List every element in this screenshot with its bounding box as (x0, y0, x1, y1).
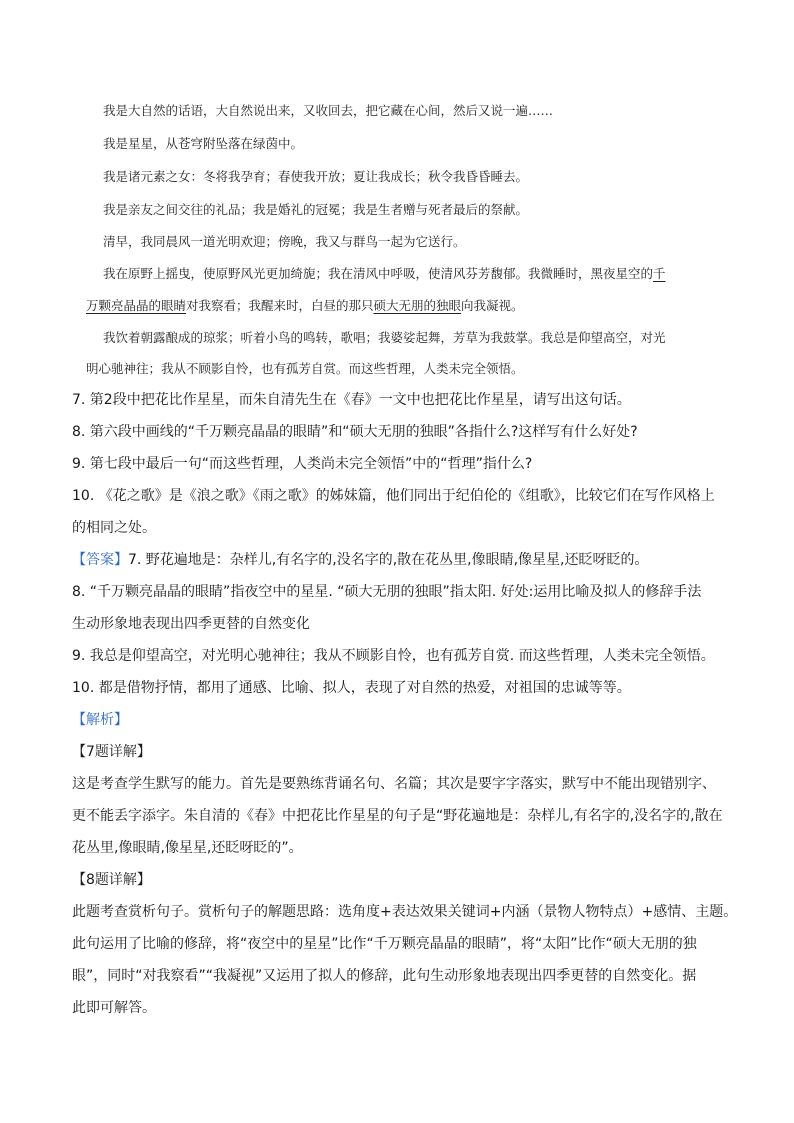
answer-9: 9. 我总是仰望高空，对光明心驰神往；我从不顾影自怜，也有孤芳自赏. 而这些哲理，人类未完全领悟。 (72, 648, 715, 664)
analysis-7-line-3: 花丛里,像眼睛,像星星,还眨呀眨的”。 (72, 840, 303, 856)
answer-8-line-2: 生动形象地表现出四季更替的自然变化 (72, 616, 310, 632)
poem-line-4: 我是亲友之间交往的礼品；我是婚礼的冠冕；我是生者赠与死者最后的祭献。 (103, 202, 529, 217)
poem-line-6b-end: 向我凝视。 (461, 298, 524, 313)
poem-line-5: 清早，我同晨风一道光明欢迎；傍晚，我又与群鸟一起为它送行。 (103, 234, 466, 249)
answer-label: 【答案】 (72, 552, 128, 568)
analysis-7-line-2: 更不能丢字添字。朱自清的《春》中把花比作星星的句子是“野花遍地是：杂样儿,有名字的,没名字的,散在 (72, 808, 723, 824)
underlined-phrase-eyes: 万颗亮晶晶的眼睛 (86, 298, 187, 313)
answer-10: 10. 都是借物抒情，都用了通感、比喻、拟人，表现了对自然的热爱，对祖国的忠诚等等。 (72, 680, 631, 696)
analysis-8-line-3: 眼”，同时“对我察看”“我凝视”又运用了拟人的修辞，此句生动形象地表现出四季更替的自然变化。据 (72, 968, 697, 984)
poem-line-6b (86, 296, 524, 314)
poem-line-6a (103, 264, 666, 282)
analysis-8-line-2: 此句运用了比喻的修辞，将“夜空中的星星”比作“千万颗亮晶晶的眼睛”，将“太阳”比作“硕大无朋的独 (72, 936, 697, 952)
poem-line-1: 我是大自然的话语，大自然说出来，又收回去，把它藏在心间，然后又说一遍…… (103, 103, 554, 118)
question-7: 7. 第2段中把花比作星星，而朱自清先生在《春》一文中也把花比作星星，请写出这句话。 (72, 392, 631, 408)
poem-line-7b: 明心驰神往；我从不顾影自怜，也有孤芳自赏。而这些哲理，人类未完全领悟。 (86, 361, 524, 376)
poem-line-7a: 我饮着朝露酿成的琼浆；听着小鸟的鸣转，歌唱；我婆娑起舞，芳草为我鼓掌。我总是仰望高空，对光 (103, 330, 666, 345)
analysis-8-heading: 【8题详解】 (72, 872, 151, 888)
poem-line-2: 我是星星，从苍穹附坠落在绿茵中。 (103, 136, 304, 151)
question-9: 9. 第七段中最后一句“而这些哲理，人类尚未完全领悟”中的“哲理”指什么? (72, 456, 533, 472)
analysis-label: 【解析】 (72, 712, 128, 728)
poem-line-6a-text: 我在原野上摇曳，使原野风光更加绮旎；我在清风中呼吸，使清风芬芳馥郁。我微睡时，黑夜星空的 (103, 266, 654, 281)
answer-7-line (72, 549, 649, 569)
underlined-phrase-single-eye: 硕大无朋的独眼 (373, 298, 462, 313)
answer-7: 7. 野花遍地是：杂样儿,有名字的,没名字的,散在花丛里,像眼睛,像星星,还眨呀眨的。 (128, 552, 649, 568)
analysis-8-line-4: 此即可解答。 (72, 1000, 156, 1016)
analysis-7-line-1: 这是考查学生默写的能力。首先是要熟练背诵名句、名篇；其次是要字字落实，默写中不能出现错别字、 (72, 776, 716, 792)
analysis-7-heading: 【7题详解】 (72, 744, 151, 760)
poem-line-3: 我是诸元素之女：冬将我孕育；春使我开放；夏让我成长；秋令我昏昏睡去。 (103, 169, 529, 184)
question-10-line-1: 10. 《花之歌》是《浪之歌》《雨之歌》的姊妹篇，他们同出于纪伯伦的《组歌》，比较它们在写作风格上 (72, 488, 715, 504)
question-10-line-2: 的相同之处。 (72, 520, 156, 536)
question-8: 8. 第六段中画线的“千万颗亮晶晶的眼睛”和“硕大无朋的独眼”各指什么?这样写有什么好处? (72, 424, 638, 440)
analysis-8-line-1: 此题考查赏析句子。赏析句子的解题思路：选角度+表达效果关键词+内涵（景物人物特点）+感情、主题。 (72, 904, 738, 920)
answer-8-line-1: 8. “千万颗亮晶晶的眼睛”指夜空中的星星. “硕大无朋的独眼”指太阳. 好处:运用比喻及拟人的修辞手法 (72, 584, 702, 600)
poem-line-6b-mid: 对我察看；我醒来时，白昼的那只 (186, 298, 374, 313)
underlined-phrase-eyes-start: 千 (653, 266, 666, 281)
